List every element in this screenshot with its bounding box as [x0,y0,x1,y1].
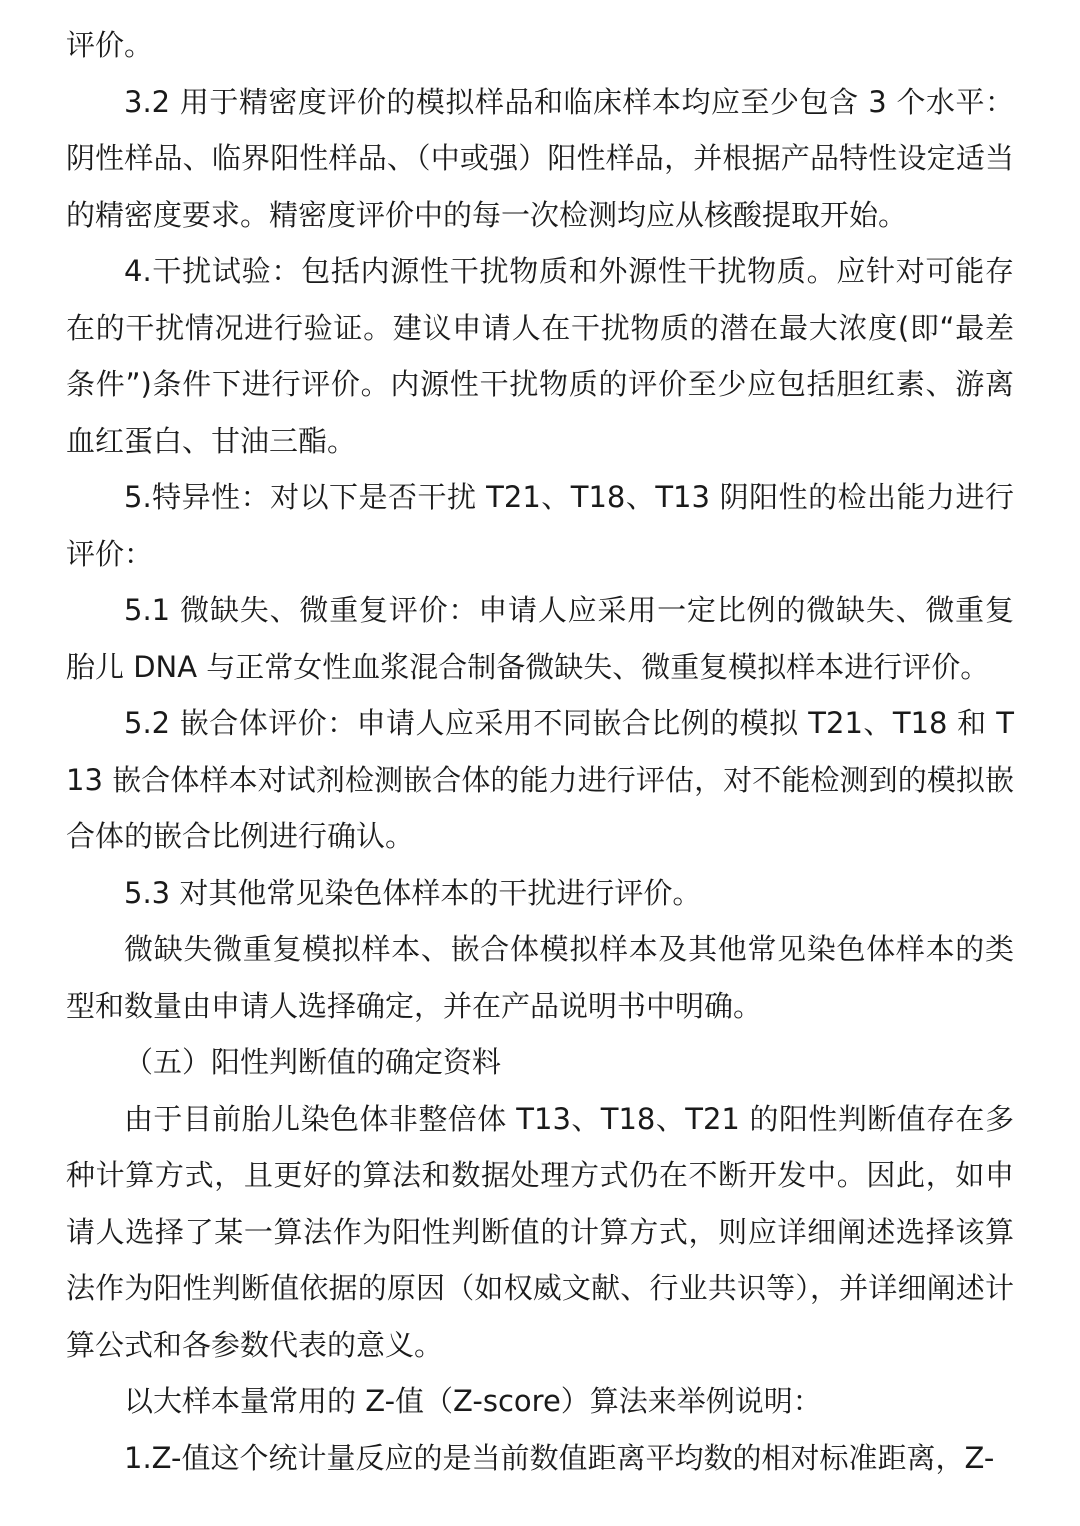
paragraph-sample-types: 微缺失微重复模拟样本、嵌合体模拟样本及其他常见染色体样本的类型和数量由申请人选择确定，并在产品说明书中明确。 [66,932,1014,1023]
paragraph-cutoff-methods: 由于目前胎儿染色体非整倍体 T13、T18、T21 的阳性判断值存在多种计算方式，且更好的算法和数据处理方式仍在不断开发中。因此，如申请人选择了某一算法作为阳性判断值的计算方式，则应详细阐述选择该算法作为阳性判断值依据的原因（如权威文献、行业共识等），并详细阐述计算公式和各参数代表的意义。 [66,1101,1014,1362]
paragraph-continuation: 评价。 [66,28,154,62]
section-heading-positive-cutoff: （五）阳性判断值的确定资料 [124,1045,502,1079]
paragraph-5-3-chromosome: 5.3 对其他常见染色体样本的干扰进行评价。 [124,875,702,910]
paragraph-z-score-example: 以大样本量常用的 Z-值（Z-score）算法来举例说明： [124,1384,822,1418]
paragraph-5-1-microdeletion: 5.1 微缺失、微重复评价：申请人应采用一定比例的微缺失、微重复胎儿 DNA 与正常女性血浆混合制备微缺失、微重复模拟样本进行评价。 [66,593,1014,684]
paragraph-5-2-mosaic: 5.2 嵌合体评价：申请人应采用不同嵌合比例的模拟 T21、T18 和 T13 嵌合体样本对试剂检测嵌合体的能力进行评估，对不能检测到的模拟嵌合体的嵌合比例进行确认。 [66,706,1014,853]
paragraph-5-specificity: 5.特异性：对以下是否干扰 T21、T18、T13 阴阳性的检出能力进行评价： [66,480,1014,571]
paragraph-3-2-precision: 3.2 用于精密度评价的模拟样品和临床样本均应至少包含 3 个水平：阴性样品、临界阳性样品、（中或强）阳性样品，并根据产品特性设定适当的精密度要求。精密度评价中的每一次检测均应从核酸提取开始。 [66,84,1014,232]
paragraph-z-value-definition: 1.Z-值这个统计量反应的是当前数值距离平均数的相对标准距离，Z- [124,1440,995,1475]
paragraph-4-interference: 4.干扰试验：包括内源性干扰物质和外源性干扰物质。应针对可能存在的干扰情况进行验证。建议申请人在干扰物质的潜在最大浓度(即“最差条件”)条件下进行评价。内源性干扰物质的评价至少应包括胆红素、游离血红蛋白、甘油三酯。 [66,254,1014,458]
